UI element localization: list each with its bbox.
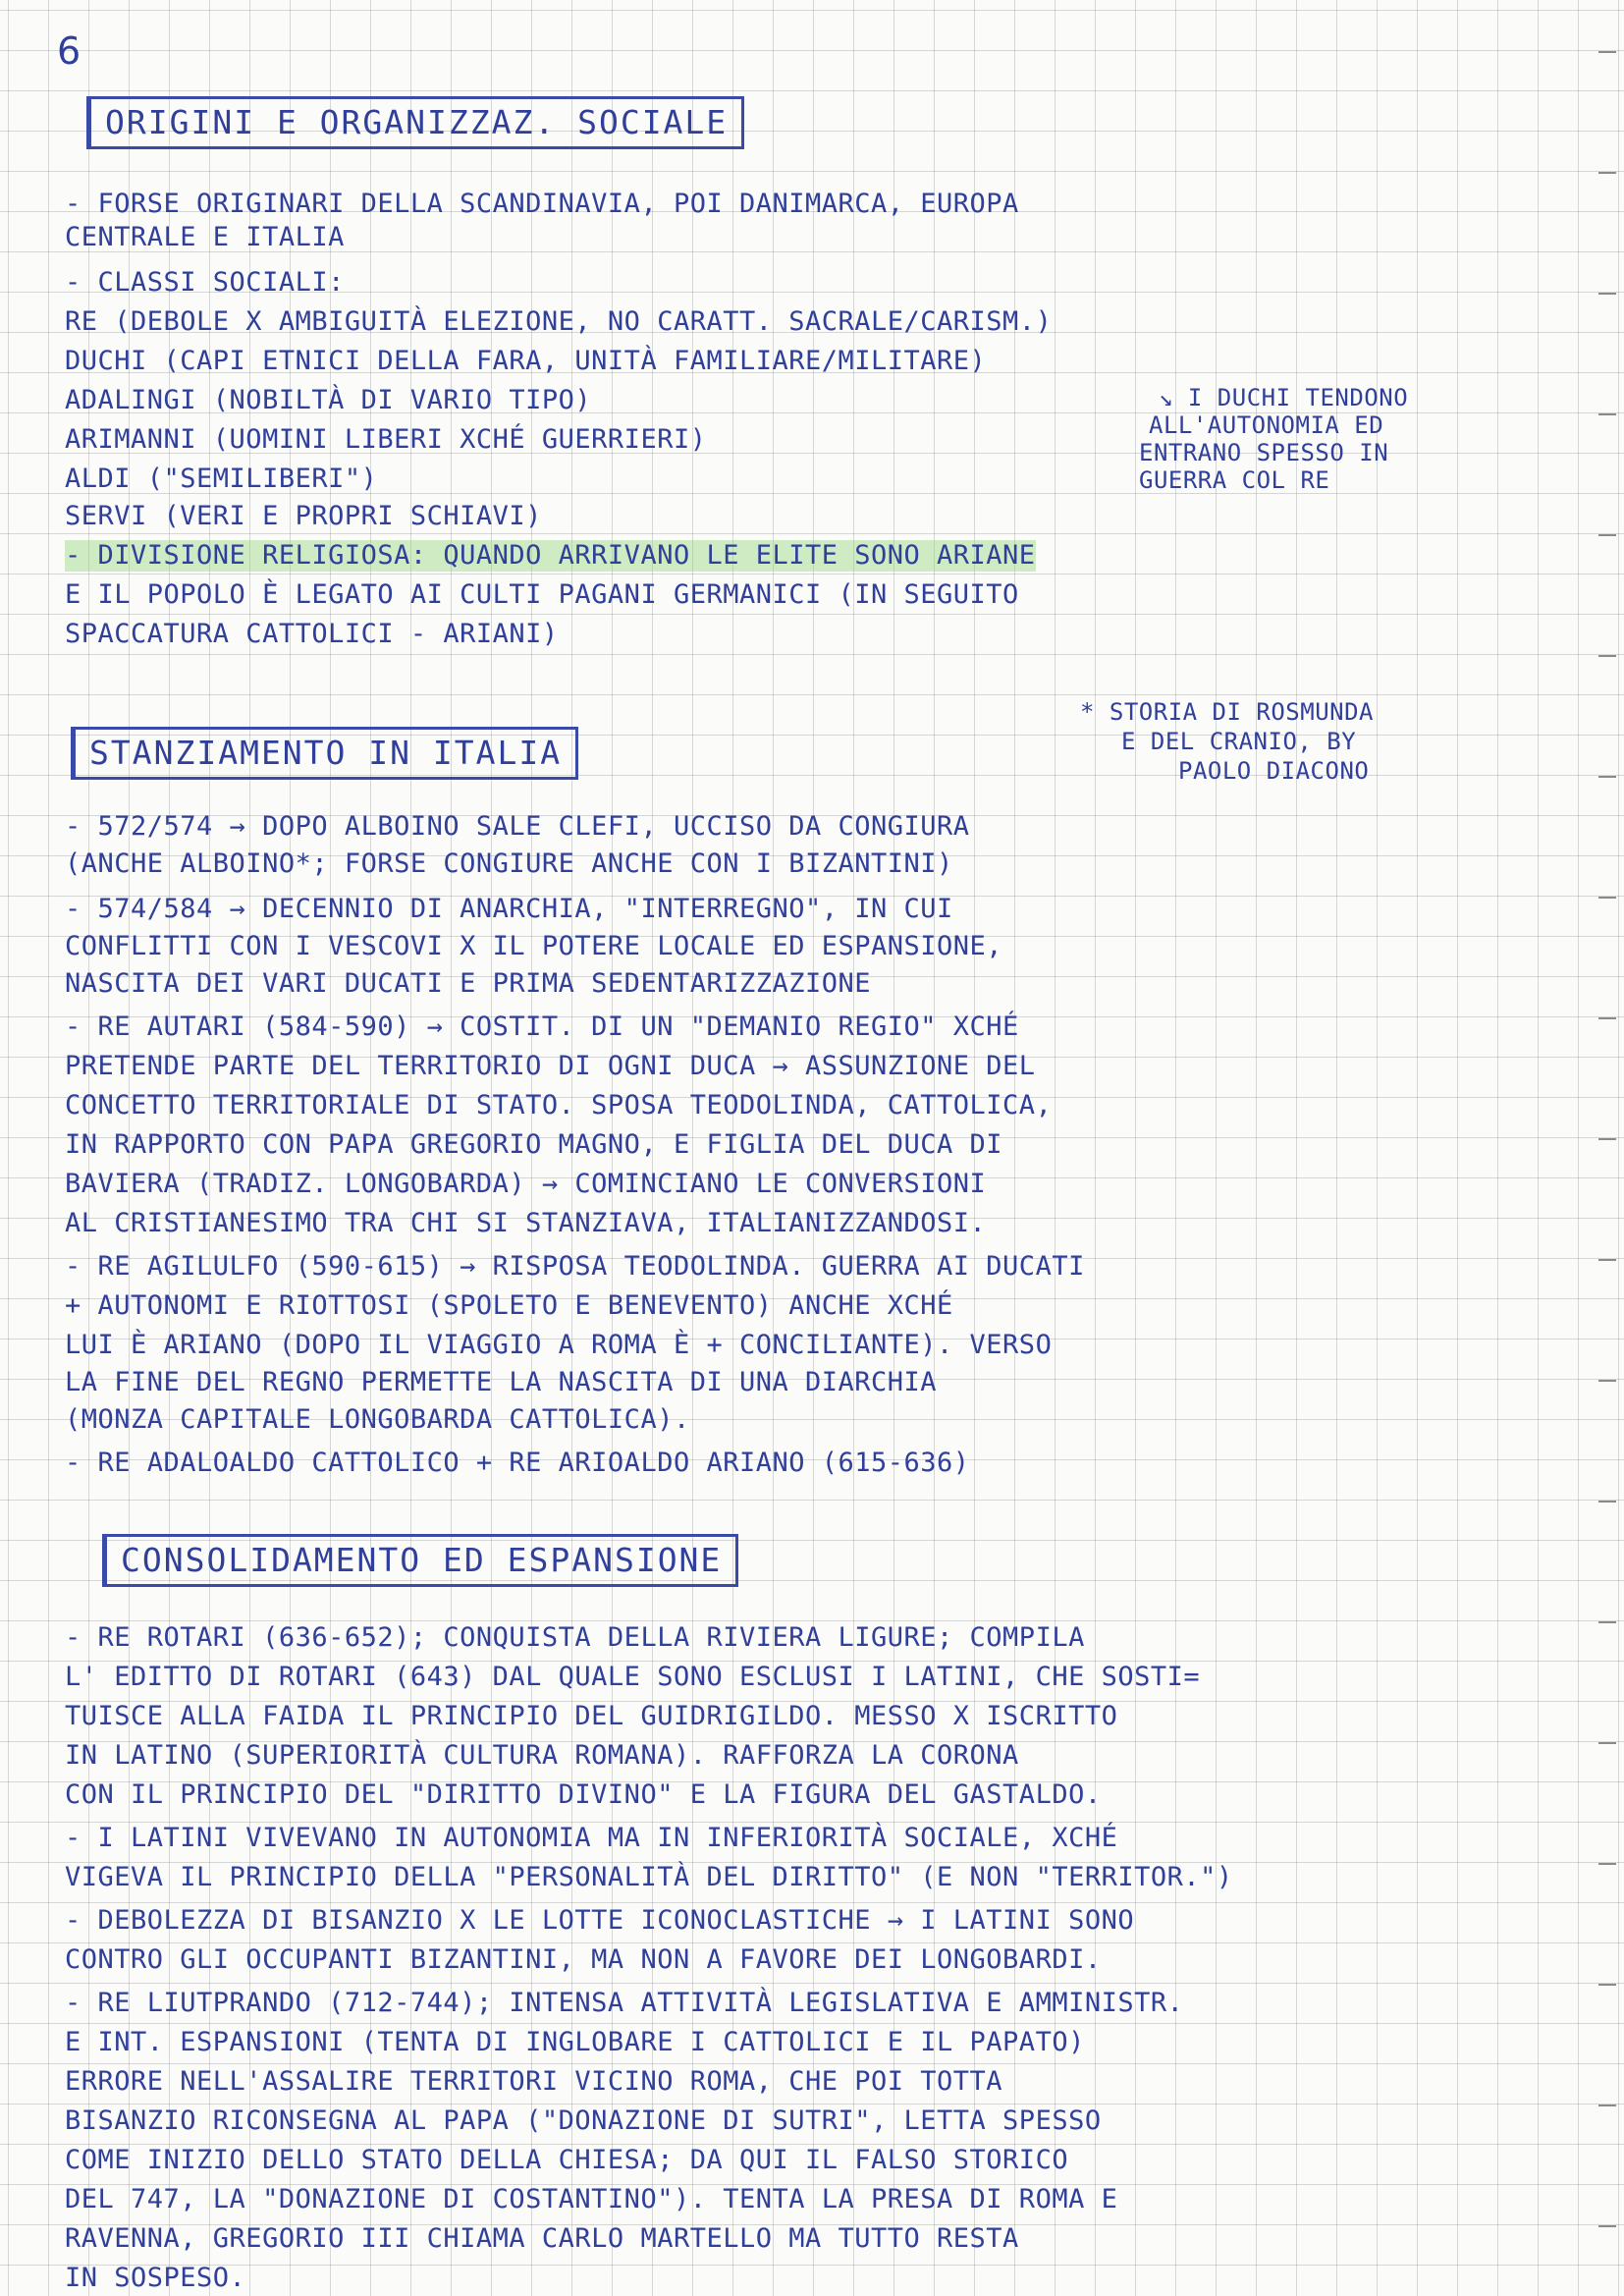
margin-tick xyxy=(1598,1380,1616,1382)
note-line: BAVIERA (TRADIZ. LONGOBARDA) → COMINCIANO LE CONVERSIONI xyxy=(65,1169,987,1199)
note-line: E INT. ESPANSIONI (TENTA DI INGLOBARE I CATTOLICI E IL PAPATO) xyxy=(65,2027,1085,2057)
side-note-line: GUERRA COL RE xyxy=(1139,466,1330,494)
note-line: IN RAPPORTO CON PAPA GREGORIO MAGNO, E FIGLIA DEL DUCA DI xyxy=(65,1129,1003,1160)
note-line: ALDI ("SEMILIBERI") xyxy=(65,464,378,494)
note-line: ADALINGI (NOBILTÀ DI VARIO TIPO) xyxy=(65,385,592,415)
margin-tick xyxy=(1598,1017,1616,1019)
note-line: COME INIZIO DELLO STATO DELLA CHIESA; DA QUI IL FALSO STORICO xyxy=(65,2145,1069,2175)
note-line: IN SOSPESO. xyxy=(65,2263,246,2293)
side-note-line: PAOLO DIACONO xyxy=(1178,757,1370,785)
note-line: CONTRO GLI OCCUPANTI BIZANTINI, MA NON A FAVORE DEI LONGOBARDI. xyxy=(65,1944,1102,1975)
margin-tick xyxy=(1598,1984,1616,1986)
margin-tick xyxy=(1598,1501,1616,1503)
note-line: TUISCE ALLA FAIDA IL PRINCIPIO DEL GUIDRIGILDO. MESSO X ISCRITTO xyxy=(65,1701,1118,1731)
side-note-line: E DEL CRANIO, BY xyxy=(1121,728,1357,755)
note-line: SPACCATURA CATTOLICI - ARIANI) xyxy=(65,619,559,649)
note-line: - CLASSI SOCIALI: xyxy=(65,267,345,298)
margin-tick xyxy=(1598,2225,1616,2227)
note-line: SERVI (VERI E PROPRI SCHIAVI) xyxy=(65,501,542,531)
margin-tick xyxy=(1598,1742,1616,1744)
margin-tick xyxy=(1598,1621,1616,1623)
margin-tick xyxy=(1598,51,1616,53)
page-margin-ticks xyxy=(1585,0,1624,2296)
margin-tick xyxy=(1598,1138,1616,1140)
note-line: - DIVISIONE RELIGIOSA: QUANDO ARRIVANO LE ELITE SONO ARIANE xyxy=(65,540,1036,571)
note-line: RAVENNA, GREGORIO III CHIAMA CARLO MARTELLO MA TUTTO RESTA xyxy=(65,2223,1019,2254)
note-line: - 572/574 → DOPO ALBOINO SALE CLEFI, UCCISO DA CONGIURA xyxy=(65,811,970,842)
note-line: BISANZIO RICONSEGNA AL PAPA ("DONAZIONE DI SUTRI", LETTA SPESSO xyxy=(65,2105,1102,2136)
note-line: NASCITA DEI VARI DUCATI E PRIMA SEDENTARIZZAZIONE xyxy=(65,968,872,999)
note-line: + AUTONOMI E RIOTTOSI (SPOLETO E BENEVENTO) ANCHE XCHÉ xyxy=(65,1290,953,1321)
note-line: CONCETTO TERRITORIALE DI STATO. SPOSA TEODOLINDA, CATTOLICA, xyxy=(65,1090,1053,1121)
note-line: - DEBOLEZZA DI BISANZIO X LE LOTTE ICONOCLASTICHE → I LATINI SONO xyxy=(65,1905,1135,1936)
note-line: - RE ADALOALDO CATTOLICO + RE ARIOALDO ARIANO (615-636) xyxy=(65,1448,970,1478)
margin-tick xyxy=(1598,655,1616,657)
note-line: CENTRALE E ITALIA xyxy=(65,222,345,252)
note-line: VIGEVA IL PRINCIPIO DELLA "PERSONALITÀ DEL DIRITTO" (E NON "TERRITOR.") xyxy=(65,1862,1233,1892)
section-title-stanziamento: STANZIAMENTO IN ITALIA xyxy=(71,727,578,780)
page-number: 6 xyxy=(57,29,81,73)
note-line: ERRORE NELL'ASSALIRE TERRITORI VICINO ROMA, CHE POI TOTTA xyxy=(65,2066,1003,2097)
margin-tick xyxy=(1598,1863,1616,1865)
margin-tick xyxy=(1598,2105,1616,2106)
note-line: PRETENDE PARTE DEL TERRITORIO DI OGNI DUCA → ASSUNZIONE DEL xyxy=(65,1051,1036,1081)
note-line: RE (DEBOLE X AMBIGUITÀ ELEZIONE, NO CARATT. SACRALE/CARISM.) xyxy=(65,306,1053,337)
section-title-origini: ORIGINI E ORGANIZZAZ. SOCIALE xyxy=(86,96,744,149)
note-line: E IL POPOLO È LEGATO AI CULTI PAGANI GERMANICI (IN SEGUITO xyxy=(65,579,1019,610)
note-line: - 574/584 → DECENNIO DI ANARCHIA, "INTERREGNO", IN CUI xyxy=(65,894,953,924)
note-line: - FORSE ORIGINARI DELLA SCANDINAVIA, POI DANIMARCA, EUROPA xyxy=(65,189,1019,219)
margin-tick xyxy=(1598,534,1616,536)
note-line: (MONZA CAPITALE LONGOBARDA CATTOLICA). xyxy=(65,1404,690,1435)
note-line: LA FINE DEL REGNO PERMETTE LA NASCITA DI UNA DIARCHIA xyxy=(65,1367,938,1397)
note-line: - RE AUTARI (584-590) → COSTIT. DI UN "DEMANIO REGIO" XCHÉ xyxy=(65,1011,1019,1042)
note-line: - RE AGILULFO (590-615) → RISPOSA TEODOLINDA. GUERRA AI DUCATI xyxy=(65,1251,1085,1282)
note-line: AL CRISTIANESIMO TRA CHI SI STANZIAVA, ITALIANIZZANDOSI. xyxy=(65,1208,987,1238)
note-line: IN LATINO (SUPERIORITÀ CULTURA ROMANA). RAFFORZA LA CORONA xyxy=(65,1740,1019,1771)
margin-tick xyxy=(1598,293,1616,295)
margin-tick xyxy=(1598,413,1616,415)
note-line: - I LATINI VIVEVANO IN AUTONOMIA MA IN INFERIORITÀ SOCIALE, XCHÉ xyxy=(65,1823,1118,1853)
margin-tick xyxy=(1598,172,1616,174)
note-line: CONFLITTI CON I VESCOVI X IL POTERE LOCALE ED ESPANSIONE, xyxy=(65,931,1003,961)
side-note-line: ENTRANO SPESSO IN xyxy=(1139,439,1389,466)
side-note-line: ALL'AUTONOMIA ED xyxy=(1149,411,1384,439)
note-line: CON IL PRINCIPIO DEL "DIRITTO DIVINO" E LA FIGURA DEL GASTALDO. xyxy=(65,1779,1102,1810)
section-title-consolidamento: CONSOLIDAMENTO ED ESPANSIONE xyxy=(102,1534,738,1587)
margin-tick xyxy=(1598,776,1616,778)
side-note-line: ↘ I DUCHI TENDONO xyxy=(1159,384,1409,411)
note-line: L' EDITTO DI ROTARI (643) DAL QUALE SONO ESCLUSI I LATINI, CHE SOSTI= xyxy=(65,1662,1201,1692)
note-line: LUI È ARIANO (DOPO IL VIAGGIO A ROMA È + CONCILIANTE). VERSO xyxy=(65,1330,1053,1360)
note-line: - RE LIUTPRANDO (712-744); INTENSA ATTIVITÀ LEGISLATIVA E AMMINISTR. xyxy=(65,1988,1184,2018)
side-note-line: * STORIA DI ROSMUNDA xyxy=(1080,698,1374,726)
note-line: DUCHI (CAPI ETNICI DELLA FARA, UNITÀ FAMILIARE/MILITARE) xyxy=(65,346,987,376)
margin-tick xyxy=(1598,1259,1616,1261)
note-line: (ANCHE ALBOINO*; FORSE CONGIURE ANCHE CON I BIZANTINI) xyxy=(65,848,953,879)
note-line: DEL 747, LA "DONAZIONE DI COSTANTINO"). TENTA LA PRESA DI ROMA E xyxy=(65,2184,1118,2214)
note-line: - RE ROTARI (636-652); CONQUISTA DELLA RIVIERA LIGURE; COMPILA xyxy=(65,1622,1085,1653)
note-line: ARIMANNI (UOMINI LIBERI XCHÉ GUERRIERI) xyxy=(65,424,707,455)
margin-tick xyxy=(1598,897,1616,899)
